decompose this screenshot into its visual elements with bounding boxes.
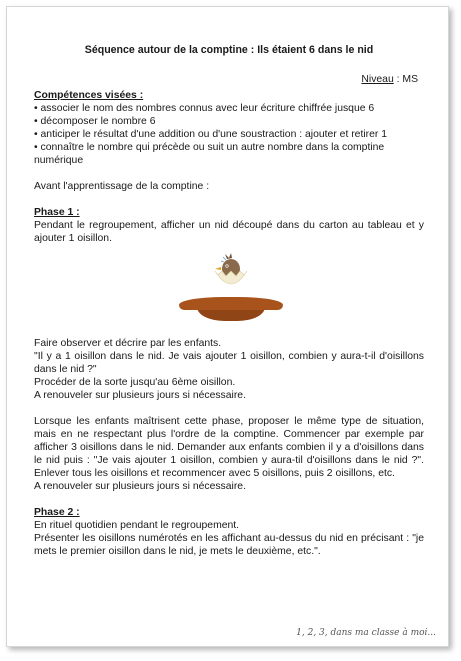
niveau-line (34, 73, 424, 86)
spacer (34, 167, 424, 180)
phase2-paragraph: Présenter les oisillons numérotés en les affichant au-dessus du nid en précisant : "je mets le premier oisillon dans le nid, je mets le deuxième, etc.". (34, 533, 424, 557)
phase1-paragraph: Faire observer et décrire par les enfants. (34, 338, 222, 349)
competence-item: • anticiper le résultat d'une addition ou d'une soustraction : ajouter et retirer 1 (34, 128, 424, 141)
competence-item: • associer le nom des nombres connus avec leur écriture chiffrée jusque 6 (34, 102, 424, 115)
spacer (34, 402, 424, 415)
document-content (34, 44, 424, 558)
nest-rim (179, 297, 283, 310)
phase1-paragraph: A renouveler sur plusieurs jours si nécessaire. (34, 481, 246, 492)
footer-signature: 1, 2, 3, dans ma classe à moi... (296, 628, 436, 638)
spacer (34, 193, 424, 206)
phase1-paragraph: Pendant le regroupement, afficher un nid découpé dans du carton au tableau et y ajouter 1 oisillon. (34, 220, 424, 244)
phase1-paragraph: "Il y a 1 oisillon dans le nid. Je vais ajouter 1 oisillon, combien y aura-t-il d'oisillons dans le nid ?" (34, 351, 424, 375)
document-title: Séquence autour de la comptine : Ils étaient 6 dans le nid (84, 44, 374, 56)
chick-in-egg-icon (209, 249, 253, 293)
phase2-paragraph: En rituel quotidien pendant le regroupement. (34, 520, 240, 531)
nest-illustration (34, 247, 424, 323)
intro-line: Avant l'apprentissage de la comptine : (34, 181, 210, 192)
phase1-paragraph: Procéder de la sorte jusqu'au 6ème oisillon. (34, 377, 236, 388)
document-page (6, 6, 449, 647)
competence-item: • décomposer le nombre 6 (34, 115, 424, 128)
phase1-paragraph: Lorsque les enfants maîtrisent cette phase, proposer le même type de situation, mais en ne respectant plus l'ordre de la comptine. Commencer par exemple par afficher 3 oisillons dans le nid. Demander aux enfants combien il y a d'oisillons dans le nid puis : "Je vais ajouter 1 oisillon, combien y aura-til d'oisillons dans le nid ?". Enlever tous les oisillons et recommencer avec 5 oisillons, puis 2 oisillons, etc. (34, 416, 424, 479)
competences-heading: Compétences visées : (34, 90, 144, 101)
phase1-heading: Phase 1 : (34, 207, 80, 218)
niveau-label: Niveau (361, 74, 394, 85)
spacer (34, 493, 424, 506)
niveau-value: : MS (393, 74, 418, 85)
phase2-heading: Phase 2 : (34, 507, 80, 518)
competence-item: • connaître le nombre qui précède ou suit un autre nombre dans la comptine numérique (34, 141, 424, 167)
phase1-paragraph: A renouveler sur plusieurs jours si nécessaire. (34, 390, 246, 401)
